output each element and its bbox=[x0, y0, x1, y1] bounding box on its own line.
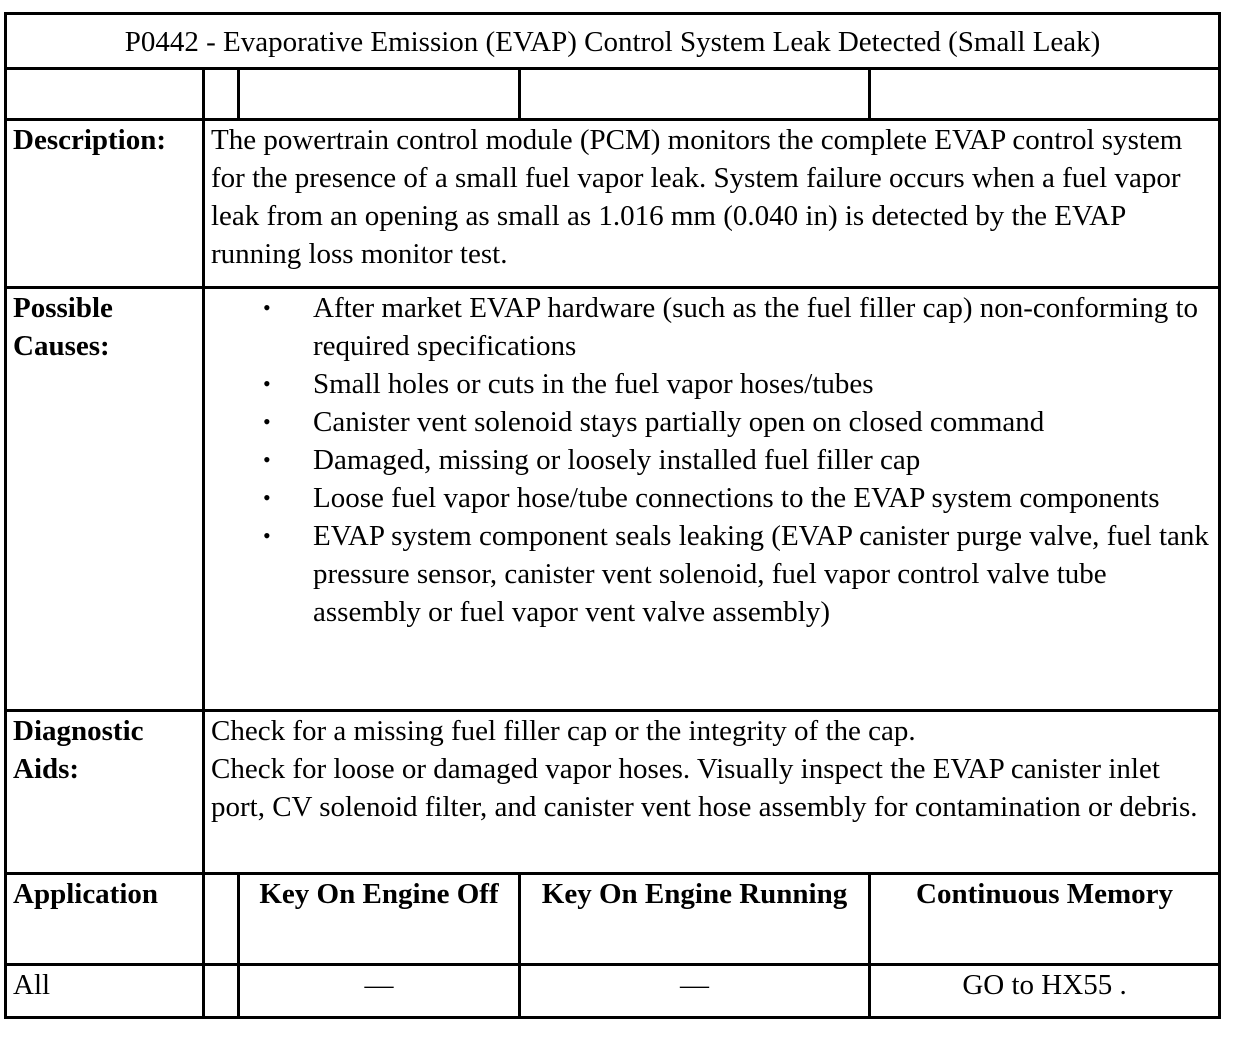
possible-causes-cell bbox=[204, 288, 1220, 711]
list-item bbox=[263, 479, 1212, 517]
diagnostic-aids-line2: Check for loose or damaged vapor hoses. Visually inspect the EVAP canister inlet port, CV solenoid filter, and canister vent hose assembly for contamination or debris. bbox=[211, 753, 1198, 823]
diagnostic-aids-label: Diagnostic Aids: bbox=[6, 711, 204, 874]
bullet-icon: • bbox=[263, 409, 271, 434]
koer-header: Key On Engine Running bbox=[520, 874, 870, 965]
spacer-cell bbox=[204, 874, 239, 965]
dtc-title: P0442 - Evaporative Emission (EVAP) Control System Leak Detected (Small Leak) bbox=[6, 14, 1220, 69]
description-text: The powertrain control module (PCM) monitors the complete EVAP control system for the presence of a small fuel vapor leak. System failure occurs when a fuel vapor leak from an opening as small as 1.016 mm (0.040 in) is detected by the EVAP running loss monitor test. bbox=[204, 120, 1220, 288]
causes-list bbox=[211, 289, 1212, 631]
diagnostic-aids-line1: Check for a missing fuel filler cap or the integrity of the cap. bbox=[211, 715, 916, 747]
blank-cell bbox=[6, 69, 204, 120]
cause-text: Loose fuel vapor hose/tube connections to the EVAP system components bbox=[313, 482, 1160, 514]
list-item bbox=[263, 441, 1212, 479]
application-label: Application bbox=[6, 874, 204, 965]
spacer-cell bbox=[204, 965, 239, 1018]
koeo-value: — bbox=[239, 965, 520, 1018]
possible-causes-row bbox=[6, 288, 1220, 711]
blank-cell bbox=[239, 69, 520, 120]
koeo-header: Key On Engine Off bbox=[239, 874, 520, 965]
list-item bbox=[263, 365, 1212, 403]
description-label: Description: bbox=[6, 120, 204, 288]
cause-text: EVAP system component seals leaking (EVAP canister purge valve, fuel tank pressure sensor, canister vent solenoid, fuel vapor control valve tube assembly or fuel vapor vent valve assembly) bbox=[313, 520, 1209, 628]
blank-cell bbox=[870, 69, 1220, 120]
diagnostic-aids-row bbox=[6, 711, 1220, 874]
application-all-label: All bbox=[6, 965, 204, 1018]
blank-cell bbox=[204, 69, 239, 120]
bullet-icon: • bbox=[263, 295, 271, 320]
cause-text: Canister vent solenoid stays partially open on closed command bbox=[313, 406, 1045, 438]
bullet-icon: • bbox=[263, 371, 271, 396]
cause-text: After market EVAP hardware (such as the fuel filler cap) non-conforming to required specifications bbox=[313, 292, 1198, 362]
blank-cell bbox=[520, 69, 870, 120]
blank-row bbox=[6, 69, 1220, 120]
cause-text: Small holes or cuts in the fuel vapor hoses/tubes bbox=[313, 368, 874, 400]
koer-value: — bbox=[520, 965, 870, 1018]
bullet-icon: • bbox=[263, 485, 271, 510]
application-header-row bbox=[6, 874, 1220, 965]
title-row bbox=[6, 14, 1220, 69]
cause-text: Damaged, missing or loosely installed fuel filler cap bbox=[313, 444, 921, 476]
diagnostic-aids-cell bbox=[204, 711, 1220, 874]
description-row bbox=[6, 120, 1220, 288]
table-row bbox=[6, 965, 1220, 1018]
continuous-memory-value: GO to HX55 . bbox=[870, 965, 1220, 1018]
continuous-memory-header: Continuous Memory bbox=[870, 874, 1220, 965]
list-item bbox=[263, 403, 1212, 441]
dtc-table bbox=[4, 12, 1221, 1019]
possible-causes-label: Possible Causes: bbox=[6, 288, 204, 711]
bullet-icon: • bbox=[263, 447, 271, 472]
list-item bbox=[263, 289, 1212, 365]
bullet-icon: • bbox=[263, 523, 271, 548]
list-item bbox=[263, 517, 1212, 631]
